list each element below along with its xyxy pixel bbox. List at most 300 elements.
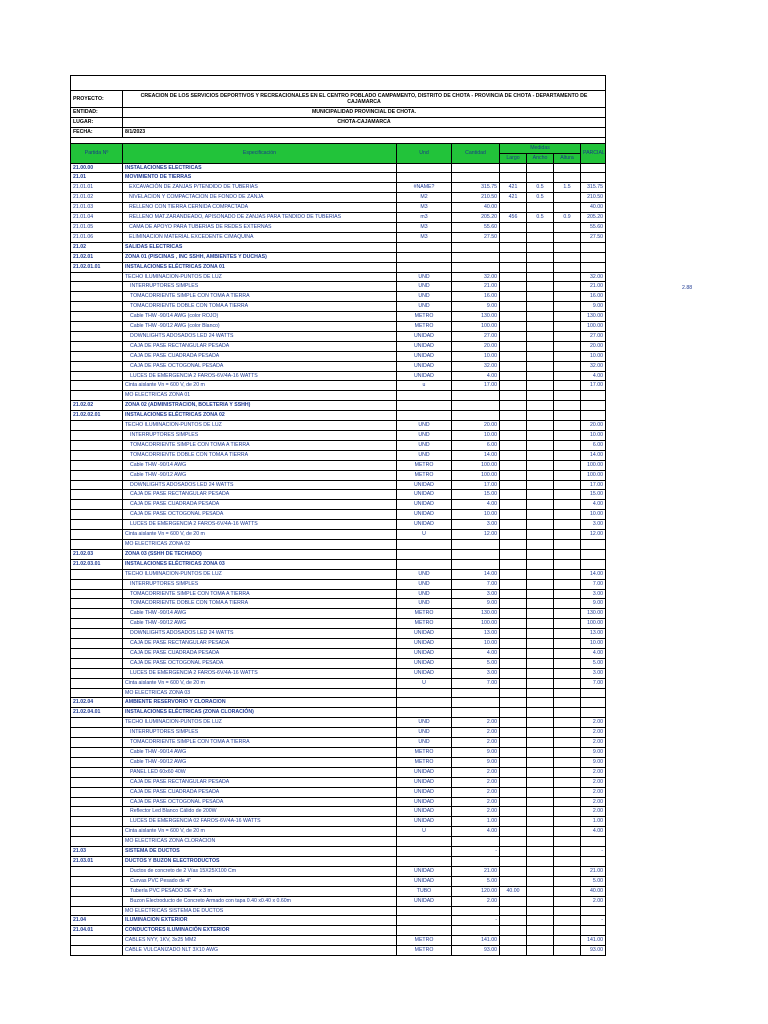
cantidad-cell: 1.00	[452, 817, 500, 827]
especificacion-cell: CABLES NYY, 1KV, 3x25 MM2	[123, 936, 397, 946]
partida-cell	[71, 797, 123, 807]
largo-cell	[500, 381, 527, 391]
parcial-cell	[581, 837, 606, 847]
parcial-cell	[581, 856, 606, 866]
und-cell	[397, 163, 452, 173]
especificacion-cell: Cinta aislante Vn = 600 V, de 20 m	[123, 827, 397, 837]
und-cell: UND	[397, 440, 452, 450]
partida-cell	[71, 421, 123, 431]
table-row	[71, 341, 606, 351]
partida-cell	[71, 292, 123, 302]
partida-cell	[71, 876, 123, 886]
altura-cell	[554, 757, 581, 767]
table-row	[71, 629, 606, 639]
largo-cell	[500, 252, 527, 262]
partida-cell	[71, 777, 123, 787]
altura-cell	[554, 926, 581, 936]
und-cell	[397, 708, 452, 718]
und-cell: M3	[397, 203, 452, 213]
ancho-cell	[527, 698, 554, 708]
especificacion-cell: MO ELECTRICAS ZONA 02	[123, 539, 397, 549]
especificacion-cell: EXCAVACIÓN DE ZANJAS P/TENDIDO DE TUBERIAS	[123, 183, 397, 193]
parcial-cell	[581, 698, 606, 708]
parcial-cell: 16.00	[581, 292, 606, 302]
table-row	[71, 312, 606, 322]
ancho-cell	[527, 757, 554, 767]
table-row	[71, 718, 606, 728]
ancho-cell	[527, 738, 554, 748]
und-cell	[397, 916, 452, 926]
partida-cell	[71, 748, 123, 758]
table-row	[71, 203, 606, 213]
table-row	[71, 371, 606, 381]
ancho-cell	[527, 728, 554, 738]
cantidad-cell: 3.00	[452, 589, 500, 599]
altura-cell	[554, 203, 581, 213]
cantidad-cell: 5.00	[452, 876, 500, 886]
largo-cell	[500, 421, 527, 431]
table-row	[71, 579, 606, 589]
proyecto-label: PROYECTO:	[71, 91, 123, 108]
cantidad-cell: 100.00	[452, 619, 500, 629]
largo-cell	[500, 579, 527, 589]
ancho-cell	[527, 926, 554, 936]
ancho-cell	[527, 658, 554, 668]
und-cell: UND	[397, 450, 452, 460]
parcial-cell: 9.00	[581, 748, 606, 758]
altura-cell	[554, 530, 581, 540]
und-cell	[397, 847, 452, 857]
parcial-cell: 100.00	[581, 619, 606, 629]
especificacion-cell: LUCES DE EMERGENCIA 2 FAROS-6V/4A-16 WATTS	[123, 520, 397, 530]
partida-cell	[71, 648, 123, 658]
partida-cell	[71, 460, 123, 470]
largo-cell: 456	[500, 213, 527, 223]
und-cell: METRO	[397, 946, 452, 956]
altura-cell	[554, 480, 581, 490]
cantidad-cell: 2.00	[452, 728, 500, 738]
largo-cell	[500, 678, 527, 688]
header-cantidad: Cantidad	[452, 143, 500, 163]
cantidad-cell	[452, 837, 500, 847]
altura-cell	[554, 539, 581, 549]
cantidad-cell	[452, 708, 500, 718]
especificacion-cell: NIVELACION Y COMPACTACION DE FONDO DE ZANJA	[123, 193, 397, 203]
ancho-cell	[527, 817, 554, 827]
table-row	[71, 520, 606, 530]
especificacion-cell: CAJA DE PASE RECTANGULAR PESADA	[123, 639, 397, 649]
parcial-cell	[581, 262, 606, 272]
ancho-cell	[527, 807, 554, 817]
altura-cell	[554, 262, 581, 272]
parcial-cell	[581, 411, 606, 421]
und-cell: METRO	[397, 936, 452, 946]
altura-cell	[554, 906, 581, 916]
largo-cell	[500, 876, 527, 886]
especificacion-cell: CAJA DE PASE RECTANGULAR PESADA	[123, 777, 397, 787]
largo-cell	[500, 738, 527, 748]
cantidad-cell: 100.00	[452, 460, 500, 470]
ancho-cell	[527, 609, 554, 619]
especificacion-cell: LUCES DE EMERGENCIA 2 FAROS-6V/4A-16 WATTS	[123, 371, 397, 381]
partida-cell	[71, 678, 123, 688]
partida-cell	[71, 331, 123, 341]
fecha-row	[71, 127, 606, 137]
largo-cell: 421	[500, 193, 527, 203]
ancho-cell	[527, 718, 554, 728]
parcial-cell: 14.00	[581, 569, 606, 579]
especificacion-cell: TOMACORRIENTE DOBLE CON TOMA A TIERRA	[123, 302, 397, 312]
header-partida: Partida Nº	[71, 143, 123, 163]
especificacion-cell: ILUMINACION EXTERIOR	[123, 916, 397, 926]
especificacion-cell: Ductos de concreto de 2 Vías 15X25X100 Cm	[123, 866, 397, 876]
largo-cell	[500, 708, 527, 718]
altura-cell	[554, 678, 581, 688]
cantidad-cell: 40.00	[452, 203, 500, 213]
largo-cell	[500, 797, 527, 807]
cantidad-cell	[452, 401, 500, 411]
especificacion-cell: DOWNLIGHTS ADOSADOS LED 24 WATTS	[123, 331, 397, 341]
largo-cell	[500, 936, 527, 946]
partida-cell	[71, 510, 123, 520]
partida-cell	[71, 728, 123, 738]
und-cell: METRO	[397, 748, 452, 758]
parcial-cell: 12.00	[581, 530, 606, 540]
table-row	[71, 748, 606, 758]
partida-cell	[71, 539, 123, 549]
partida-cell	[71, 361, 123, 371]
table-row	[71, 282, 606, 292]
altura-cell	[554, 936, 581, 946]
parcial-cell: 9.00	[581, 302, 606, 312]
parcial-cell: 40.00	[581, 203, 606, 213]
especificacion-cell: RELLENO MAT.ZARANDEADO, APISONADO DE ZANJAS PARA TENDIDO DE TUBERIAS	[123, 213, 397, 223]
largo-cell	[500, 767, 527, 777]
partida-cell	[71, 946, 123, 956]
und-cell	[397, 411, 452, 421]
altura-cell	[554, 777, 581, 787]
largo-cell	[500, 698, 527, 708]
cantidad-cell: 3.00	[452, 520, 500, 530]
parcial-cell: 2.00	[581, 797, 606, 807]
partida-cell: 21.02.01.01	[71, 262, 123, 272]
ancho-cell	[527, 421, 554, 431]
und-cell	[397, 401, 452, 411]
parcial-cell	[581, 926, 606, 936]
altura-cell	[554, 222, 581, 232]
ancho-cell	[527, 678, 554, 688]
und-cell	[397, 688, 452, 698]
table-row	[71, 242, 606, 252]
largo-cell	[500, 322, 527, 332]
especificacion-cell: CAMA DE APOYO PARA TUBERIAS DE REDES EXTERNAS	[123, 222, 397, 232]
ancho-cell	[527, 896, 554, 906]
largo-cell	[500, 232, 527, 242]
altura-cell	[554, 599, 581, 609]
table-row	[71, 698, 606, 708]
altura-cell	[554, 807, 581, 817]
table-row	[71, 639, 606, 649]
table-row	[71, 886, 606, 896]
ancho-cell	[527, 579, 554, 589]
cantidad-cell: 20.00	[452, 341, 500, 351]
parcial-cell: 4.00	[581, 371, 606, 381]
partida-cell	[71, 351, 123, 361]
und-cell: UND	[397, 728, 452, 738]
ancho-cell	[527, 866, 554, 876]
table-row	[71, 510, 606, 520]
largo-cell	[500, 520, 527, 530]
und-cell: UNIDAD	[397, 876, 452, 886]
cantidad-cell: 100.00	[452, 470, 500, 480]
parcial-cell	[581, 559, 606, 569]
especificacion-cell: TOMACORRIENTE SIMPLE CON TOMA A TIERRA	[123, 738, 397, 748]
ancho-cell	[527, 450, 554, 460]
cantidad-cell: 2.00	[452, 738, 500, 748]
table-row	[71, 926, 606, 936]
parcial-cell: 14.00	[581, 450, 606, 460]
table-row	[71, 648, 606, 658]
altura-cell	[554, 619, 581, 629]
table-row	[71, 490, 606, 500]
und-cell: UND	[397, 599, 452, 609]
cantidad-cell: 55.60	[452, 222, 500, 232]
partida-cell	[71, 440, 123, 450]
altura-cell	[554, 589, 581, 599]
altura-cell	[554, 609, 581, 619]
und-cell: M3	[397, 232, 452, 242]
table-row	[71, 609, 606, 619]
cantidad-cell: 100.00	[452, 322, 500, 332]
table-row	[71, 302, 606, 312]
largo-cell	[500, 827, 527, 837]
und-cell	[397, 549, 452, 559]
table-row	[71, 688, 606, 698]
largo-cell	[500, 946, 527, 956]
cantidad-cell: 4.00	[452, 371, 500, 381]
ancho-cell	[527, 946, 554, 956]
und-cell: METRO	[397, 609, 452, 619]
parcial-cell: 6.00	[581, 440, 606, 450]
altura-cell	[554, 401, 581, 411]
und-cell: m3	[397, 213, 452, 223]
partida-cell: 21.01.05	[71, 222, 123, 232]
altura-cell	[554, 549, 581, 559]
und-cell: u	[397, 381, 452, 391]
ancho-cell	[527, 767, 554, 777]
table-row	[71, 787, 606, 797]
partida-cell	[71, 480, 123, 490]
altura-cell	[554, 748, 581, 758]
und-cell: M3	[397, 222, 452, 232]
partida-cell	[71, 619, 123, 629]
largo-cell	[500, 262, 527, 272]
table-row	[71, 708, 606, 718]
table-row	[71, 232, 606, 242]
ancho-cell	[527, 569, 554, 579]
altura-cell	[554, 886, 581, 896]
altura-cell	[554, 163, 581, 173]
cantidad-cell: 93.00	[452, 946, 500, 956]
especificacion-cell: INSTALACIONES ELÉCTRICAS (ZONA CLORACIÓN)	[123, 708, 397, 718]
table-row	[71, 530, 606, 540]
especificacion-cell: Cable THW -90/12 AWG	[123, 757, 397, 767]
cantidad-cell: 2.00	[452, 718, 500, 728]
altura-cell	[554, 856, 581, 866]
largo-cell	[500, 589, 527, 599]
ancho-cell	[527, 916, 554, 926]
especificacion-cell: DOWNLIGHTS ADOSADOS LED 24 WATTS	[123, 629, 397, 639]
table-row	[71, 173, 606, 183]
altura-cell	[554, 331, 581, 341]
ancho-cell	[527, 827, 554, 837]
ancho-cell	[527, 708, 554, 718]
especificacion-cell: MO ELECTRICAS ZONA 03	[123, 688, 397, 698]
altura-cell	[554, 559, 581, 569]
parcial-cell: 100.00	[581, 470, 606, 480]
partida-cell: 21.01.04	[71, 213, 123, 223]
lugar-value: CHOTA-CAJAMARCA	[123, 117, 606, 127]
und-cell: UNIDAD	[397, 817, 452, 827]
cantidad-cell: 2.00	[452, 777, 500, 787]
partida-cell	[71, 500, 123, 510]
top-blank-row	[71, 76, 606, 91]
table-row	[71, 262, 606, 272]
partida-cell	[71, 668, 123, 678]
especificacion-cell: Cable THW -90/14 AWG (color ROJO)	[123, 312, 397, 322]
ancho-cell	[527, 232, 554, 242]
table-row	[71, 183, 606, 193]
cantidad-cell: -	[452, 916, 500, 926]
partida-cell	[71, 936, 123, 946]
ancho-cell	[527, 203, 554, 213]
ancho-cell	[527, 876, 554, 886]
altura-cell	[554, 431, 581, 441]
partida-cell	[71, 837, 123, 847]
largo-cell	[500, 163, 527, 173]
und-cell: UNIDAD	[397, 331, 452, 341]
largo-cell	[500, 757, 527, 767]
und-cell: METRO	[397, 757, 452, 767]
largo-cell	[500, 391, 527, 401]
especificacion-cell: CAJA DE PASE RECTANGULAR PESADA	[123, 341, 397, 351]
partida-cell	[71, 599, 123, 609]
partida-cell	[71, 718, 123, 728]
und-cell: UNIDAD	[397, 658, 452, 668]
cantidad-cell: 17.00	[452, 480, 500, 490]
largo-cell	[500, 411, 527, 421]
ancho-cell	[527, 341, 554, 351]
altura-cell	[554, 916, 581, 926]
especificacion-cell: Cable THW -90/12 AWG	[123, 619, 397, 629]
partida-cell	[71, 896, 123, 906]
largo-cell	[500, 837, 527, 847]
parcial-cell: 2.00	[581, 728, 606, 738]
altura-cell	[554, 381, 581, 391]
especificacion-cell: MO ELECTRICAS ZONA 01	[123, 391, 397, 401]
parcial-cell: 27.00	[581, 331, 606, 341]
especificacion-cell: CAJA DE PASE CUADRADA PESADA	[123, 500, 397, 510]
und-cell: UND	[397, 302, 452, 312]
ancho-cell	[527, 559, 554, 569]
largo-cell	[500, 500, 527, 510]
table-row	[71, 272, 606, 282]
largo-cell	[500, 688, 527, 698]
cantidad-cell: 9.00	[452, 302, 500, 312]
parcial-cell: 7.00	[581, 678, 606, 688]
partida-cell	[71, 609, 123, 619]
especificacion-cell: Reflector Led Blanco Cálido de 200W	[123, 807, 397, 817]
und-cell: UND	[397, 292, 452, 302]
parcial-cell: 27.50	[581, 232, 606, 242]
table-row	[71, 866, 606, 876]
altura-cell	[554, 470, 581, 480]
partida-cell: 21.02.03.01	[71, 559, 123, 569]
especificacion-cell: INTERRUPTORES SIMPLES	[123, 579, 397, 589]
cantidad-cell: 27.00	[452, 331, 500, 341]
especificacion-cell: Cinta aislante Vn = 600 V, de 20 m	[123, 530, 397, 540]
entidad-row	[71, 108, 606, 118]
especificacion-cell: Cable THW -90/14 AWG	[123, 609, 397, 619]
cantidad-cell: 16.00	[452, 292, 500, 302]
table-row	[71, 946, 606, 956]
parcial-cell: 210.50	[581, 193, 606, 203]
altura-cell	[554, 312, 581, 322]
und-cell: UNIDAD	[397, 668, 452, 678]
und-cell: #NAME?	[397, 183, 452, 193]
altura-cell	[554, 520, 581, 530]
table-row	[71, 837, 606, 847]
ancho-cell	[527, 262, 554, 272]
largo-cell	[500, 530, 527, 540]
partida-cell: 21.01.06	[71, 232, 123, 242]
und-cell: UND	[397, 579, 452, 589]
und-cell: M2	[397, 193, 452, 203]
altura-cell	[554, 688, 581, 698]
und-cell	[397, 837, 452, 847]
entidad-label: ENTIDAD:	[71, 108, 123, 118]
altura-cell	[554, 500, 581, 510]
table-row	[71, 480, 606, 490]
table-row	[71, 569, 606, 579]
largo-cell	[500, 361, 527, 371]
cantidad-cell: 21.00	[452, 282, 500, 292]
und-cell: UNIDAD	[397, 629, 452, 639]
especificacion-cell: MO ELECTRICAS ZONA CLORACION	[123, 837, 397, 847]
largo-cell	[500, 787, 527, 797]
table-row	[71, 876, 606, 886]
table-row	[71, 619, 606, 629]
largo-cell	[500, 292, 527, 302]
altura-cell	[554, 728, 581, 738]
ancho-cell	[527, 906, 554, 916]
especificacion-cell: TECHO ILUMINACION-PUNTOS DE LUZ	[123, 272, 397, 282]
especificacion-cell: LUCES DE EMERGENCIA 2 FAROS-6V/4A-16 WATTS	[123, 668, 397, 678]
cantidad-cell: 120.00	[452, 886, 500, 896]
table-row	[71, 827, 606, 837]
altura-cell	[554, 252, 581, 262]
table-row	[71, 163, 606, 173]
table-row	[71, 450, 606, 460]
largo-cell	[500, 450, 527, 460]
cantidad-cell	[452, 856, 500, 866]
partida-cell	[71, 322, 123, 332]
especificacion-cell: ZONA 03 (SSHH DE TECHADO)	[123, 549, 397, 559]
cantidad-cell: 130.00	[452, 609, 500, 619]
largo-cell	[500, 460, 527, 470]
parcial-cell: 55.60	[581, 222, 606, 232]
parcial-cell: 100.00	[581, 460, 606, 470]
